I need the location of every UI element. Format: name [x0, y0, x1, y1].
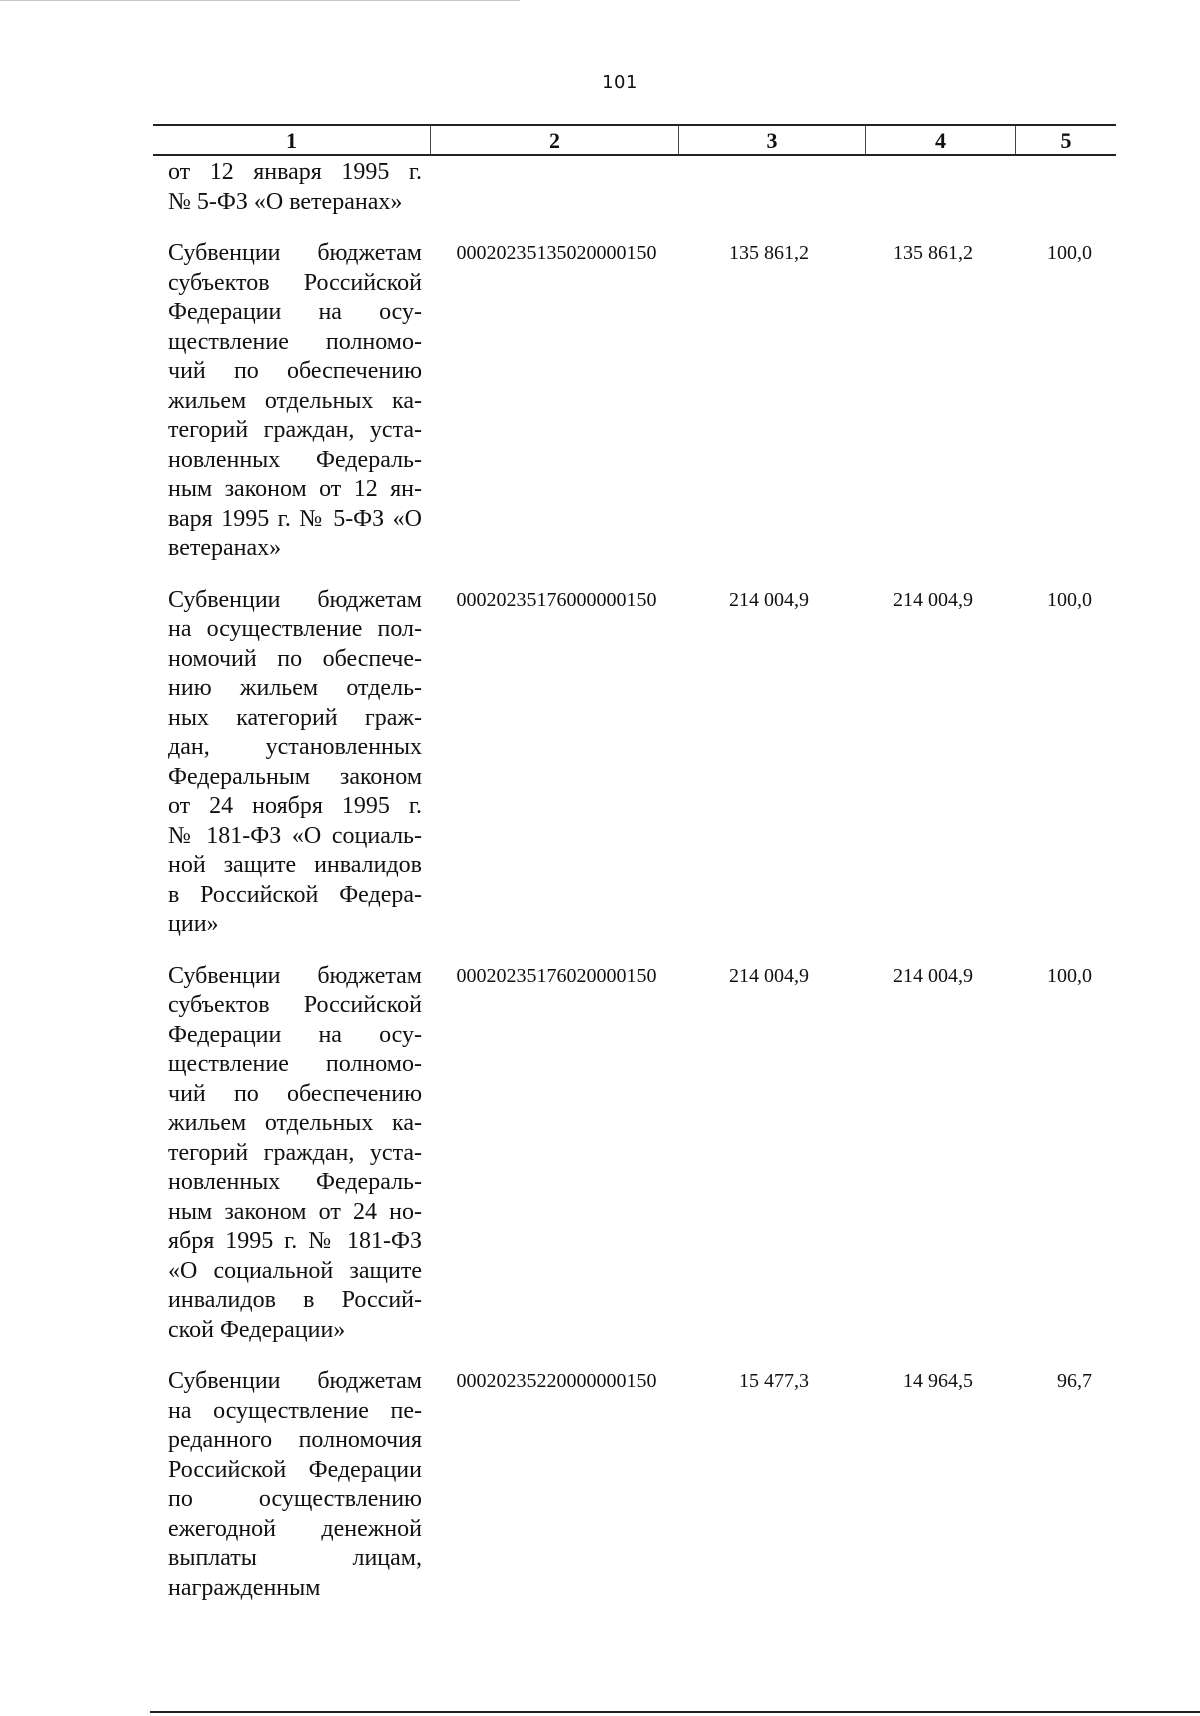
text-line: Федерации на осу-	[168, 1021, 422, 1048]
text-line: варя 1995 г. № 5-ФЗ «О	[168, 505, 422, 532]
value-executed: 135 861,2	[893, 242, 973, 264]
value-percent: 96,7	[1057, 1370, 1092, 1392]
text-line: ежегодной денежной	[168, 1515, 422, 1542]
text-line: «О социальной защите	[168, 1257, 422, 1284]
text-line: новленных Федераль-	[168, 1169, 422, 1195]
text-line: ной защите инвалидов	[168, 852, 422, 878]
text-line: на осуществление пол-	[168, 616, 422, 642]
text-line: награжденным	[168, 1574, 321, 1601]
column-header-3: 3	[678, 126, 865, 154]
value-planned: 214 004,9	[729, 588, 809, 611]
row-description	[153, 586, 430, 940]
text-line: Субвенции бюджетам	[168, 240, 422, 266]
column-header-1: 1	[286, 128, 297, 153]
text-line: тегорий граждан, уста-	[168, 417, 422, 443]
value-percent: 100,0	[1047, 588, 1092, 611]
table-row-continuation	[153, 158, 1116, 217]
text-line: Субвенции бюджетам	[168, 962, 422, 989]
text-line: ных категорий граж-	[168, 704, 422, 731]
text-line: номочий по обеспече-	[168, 645, 422, 672]
text-line: Федеральным законом	[168, 763, 422, 790]
scan-edge-top	[0, 0, 520, 1]
text-line: ской Федерации»	[168, 1316, 346, 1343]
text-line: реданного полномочия	[168, 1427, 422, 1453]
text-line: инвалидов в Россий-	[168, 1287, 422, 1313]
row-description	[153, 239, 430, 564]
budget-code: 00020235176020000150	[456, 964, 657, 987]
text-line: субъектов Российской	[168, 269, 422, 296]
text-line: по осуществлению	[168, 1486, 422, 1512]
table-body	[153, 158, 1116, 1603]
text-line: № 181-ФЗ «О социаль-	[168, 822, 422, 849]
value-planned: 214 004,9	[729, 964, 809, 987]
text-line: дан, установленных	[168, 734, 422, 760]
value-executed: 214 004,9	[893, 964, 973, 987]
table-row	[153, 586, 1116, 940]
text-line: ции»	[168, 911, 219, 937]
text-line: Федерации на осу-	[168, 299, 422, 325]
budget-code: 00020235220000000150	[456, 1370, 657, 1392]
text-line: Субвенции бюджетам	[168, 1368, 422, 1394]
text-line: субъектов Российской	[168, 992, 422, 1018]
text-line: № 5-ФЗ «О ветеранах»	[168, 188, 403, 215]
text-line: выплаты лицам,	[168, 1545, 422, 1571]
budget-table	[153, 124, 1116, 1603]
table-row	[153, 962, 1116, 1346]
row-description	[153, 962, 430, 1346]
text-line: чий по обеспечению	[168, 1080, 422, 1107]
text-line: Российской Федерации	[168, 1456, 422, 1483]
scan-edge-bottom	[150, 1711, 1200, 1713]
column-header-5: 5	[1015, 126, 1116, 154]
text-line: на осуществление пе-	[168, 1397, 422, 1424]
text-line: ным законом от 12 ян-	[168, 476, 422, 502]
text-line: ным законом от 24 но-	[168, 1198, 422, 1225]
table-row	[153, 239, 1116, 564]
text-line: нию жильем отдель-	[168, 675, 422, 701]
row-description	[153, 1367, 430, 1603]
page-number: 101	[602, 72, 638, 93]
value-percent: 100,0	[1047, 242, 1092, 264]
column-header-4: 4	[865, 126, 1015, 154]
text-line: ществление полномо-	[168, 1051, 422, 1077]
text-line: ября 1995 г. № 181-ФЗ	[168, 1228, 422, 1254]
text-line: жильем отдельных ка-	[168, 387, 422, 414]
text-line: новленных Федераль-	[168, 446, 422, 473]
text-line: жильем отдельных ка-	[168, 1110, 422, 1136]
text-line: ществление полномо-	[168, 328, 422, 355]
row-description	[153, 158, 430, 217]
budget-code: 00020235135020000150	[456, 242, 657, 264]
table-header-row	[153, 124, 1116, 156]
value-planned: 135 861,2	[729, 242, 809, 264]
text-line: чий по обеспечению	[168, 358, 422, 384]
budget-code: 00020235176000000150	[456, 588, 657, 611]
value-executed: 214 004,9	[893, 588, 973, 611]
text-line: ветеранах»	[168, 535, 282, 561]
text-line: Субвенции бюджетам	[168, 586, 422, 613]
value-planned: 15 477,3	[739, 1370, 809, 1392]
text-line: от 12 января 1995 г.	[168, 159, 422, 185]
column-header-2: 2	[430, 126, 678, 154]
value-percent: 100,0	[1047, 964, 1092, 987]
text-line: от 24 ноября 1995 г.	[168, 793, 422, 819]
table-row	[153, 1367, 1116, 1603]
text-line: в Российской Федера-	[168, 881, 422, 908]
text-line: тегорий граждан, уста-	[168, 1139, 422, 1166]
value-executed: 14 964,5	[903, 1370, 973, 1392]
